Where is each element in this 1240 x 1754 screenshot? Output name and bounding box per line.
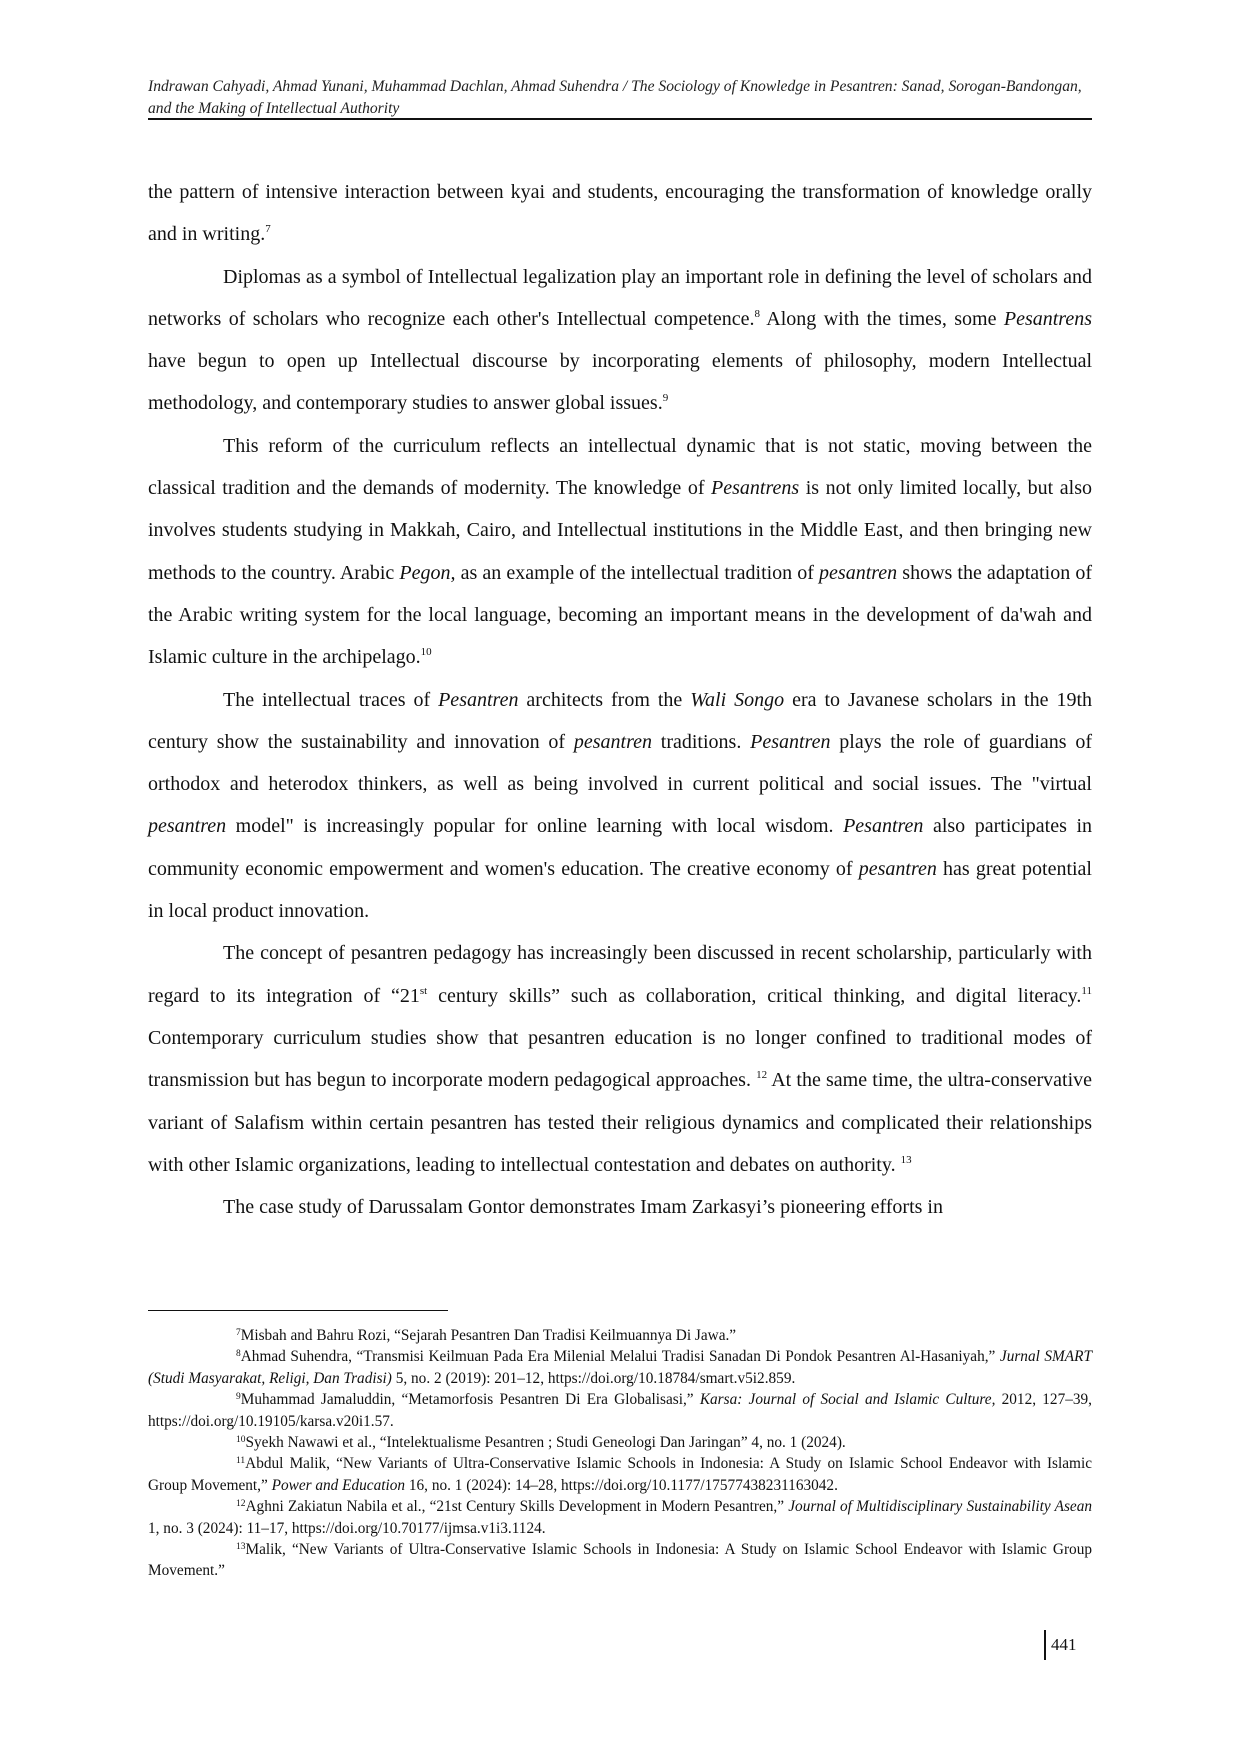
paragraph-6: The case study of Darussalam Gontor demonstrates Imam Zarkasyi’s pioneering efforts in xyxy=(223,1196,943,1219)
paragraph-5: The concept of pesantren pedagogy has increasingly been discussed in recent scholarship, particularly with regard to its integration of “21st century skills” such as collaboration, critical thinking, and digital literacy.$^{11}$ Contemporary curriculum studies show that pesantren education is no longer confined to traditional modes of transmission but has begun to incorporate modern pedagogical approaches. $^{12}$ At the same time, the ultra-conservative variant of Salafism within certain pesantren has tested their religious dynamics and complicated their relationships with other Islamic organizations, leading to intellectual contestation and debates on authority. $^{13}$ xyxy=(148,942,1093,1176)
footnote-ref: 11 xyxy=(1081,984,1092,997)
footnote-ref: 9 xyxy=(662,392,669,405)
page-number-bar xyxy=(1044,1630,1046,1660)
paragraph-2: Diplomas as a symbol of Intellectual legalization play an important role in defining the level of scholars and networks of scholars who recognize each other's Intellectual competence.$^8$ Along with the times, some Pesantrens have begun to open up Intellectual discourse by incorporating elements of philosophy, modern Intellectual methodology, and contemporary studies to answer global issues.$^9$ xyxy=(148,265,1093,415)
page-number: 441 xyxy=(1051,1635,1077,1654)
footnote-11: $^{11}$Abdul Malik, “New Variants of Ultra-Conservative Islamic Schools in Indonesia: A Study on Islamic School Endeavor with Islamic Group Movement,” Power and Education 16, no. 1 (2024): 14–28, https://doi.org/10.1177/17577438231163042. xyxy=(148,1455,1092,1494)
footnote-8: $^8$Ahmad Suhendra, “Transmisi Keilmuan Pada Era Milenial Melalui Tradisi Sanadan Di Pondok Pesantren Al-Hasaniyah,” Jurnal SMART (Studi Masyarakat, Religi, Dan Tradisi) 5, no. 2 (2019): 201–12, https://doi.org/10.18784/smart.v5i2.859. xyxy=(148,1348,1092,1387)
running-head: Indrawan Cahyadi, Ahmad Yunani, Muhammad Dachlan, Ahmad Suhendra / The Sociology of Knowledge in Pesantren: Sanad, Sorogan-Bandongan, and the Making of Intellectual Authority xyxy=(148,78,1082,117)
footnote-9: $^9$Muhammad Jamaluddin, “Metamorfosis Pesantren Di Era Globalisasi,” Karsa: Journal of Social and Islamic Culture, 2012, 127–39, https://doi.org/10.19105/karsa.v20i1.57. xyxy=(148,1391,1092,1430)
footnote-ref: 7 xyxy=(265,223,271,236)
footnote-rule xyxy=(148,1310,448,1311)
footnotes xyxy=(148,1325,1092,1582)
paragraph-4: The intellectual traces of Pesantren architects from the Wali Songo era to Javanese scholars in the 19th century show the sustainability and innovation of pesantren traditions. Pesantren plays the role of guardians of orthodox and heterodox thinkers, as well as being involved in current political and social issues. The "virtual pesantren model" is increasingly popular for online learning with local wisdom. Pesantren also participates in community economic empowerment and women's education. The creative economy of pesantren has great potential in local product innovation. xyxy=(148,688,1093,923)
paragraph-1: the pattern of intensive interaction between kyai and students, encouraging the transformation of knowledge orally and in writing.$^7$ xyxy=(148,181,1092,246)
footnote-10: $^{10}$Syekh Nawawi et al., “Intelektualisme Pesantren ; Studi Geneologi Dan Jaringan” 4, no. 1 (2024). xyxy=(236,1434,846,1452)
header-rule xyxy=(148,118,1092,120)
body-text xyxy=(148,171,1092,1228)
footnote-ref: 8 xyxy=(754,307,760,320)
footnote-ref: 10 xyxy=(420,646,432,659)
paragraph-3: This reform of the curriculum reflects an intellectual dynamic that is not static, moving between the classical tradition and the demands of modernity. The knowledge of Pesantrens is not only limited locally, but also involves students studying in Makkah, Cairo, and Intellectual institutions in the Middle East, and then bringing new methods to the country. Arabic Pegon, as an example of the intellectual tradition of pesantren shows the adaptation of the Arabic writing system for the local language, becoming an important means in the development of da'wah and Islamic culture in the archipelago.$^{10}$ xyxy=(148,434,1092,669)
footnote-13: $^{13}$Malik, “New Variants of Ultra-Conservative Islamic Schools in Indonesia: A Study on Islamic School Endeavor with Islamic Group Movement.” xyxy=(148,1541,1092,1580)
footnote-12: $^{12}$Aghni Zakiatun Nabila et al., “21st Century Skills Development in Modern Pesantren,” Journal of Multidisciplinary Sustainability Asean 1, no. 3 (2024): 11–17, https://doi.org/10.70177/ijmsa.v1i3.1124. xyxy=(148,1498,1092,1537)
footnote-ref: 13 xyxy=(900,1153,912,1166)
footnote-7: $^7$Misbah and Bahru Rozi, “Sejarah Pesantren Dan Tradisi Keilmuannya Di Jawa.” xyxy=(236,1327,737,1344)
footnote-ref: 12 xyxy=(756,1069,768,1082)
